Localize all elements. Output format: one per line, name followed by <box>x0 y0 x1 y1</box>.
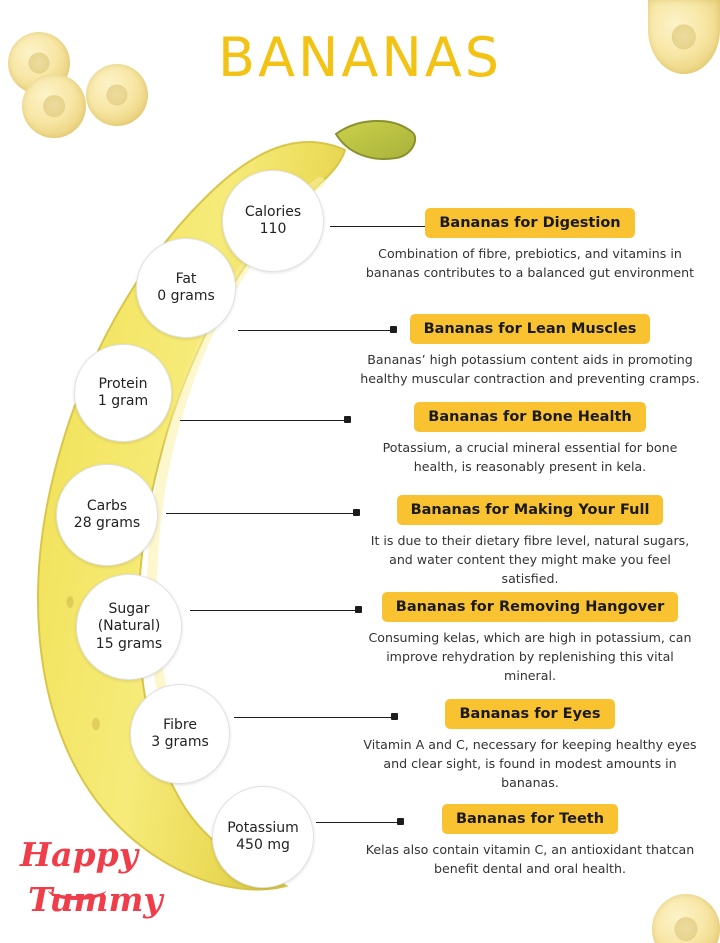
nutrient-line: 0 grams <box>157 288 215 304</box>
nutrient-bubble-carbs <box>56 464 158 566</box>
nutrient-line: Sugar <box>108 600 150 617</box>
logo-line-tummy: Tummy <box>28 880 163 919</box>
nutrient-line: Calories <box>244 203 302 220</box>
benefit-bone-health <box>360 402 700 477</box>
nutrient-line: Protein <box>98 375 148 392</box>
benefit-desc-lean-muscles: Bananas’ high potassium content aids in promoting healthy muscular contraction and preventing cramps. <box>360 352 700 386</box>
nutrient-line: (Natural) <box>97 618 161 635</box>
benefit-lean-muscles <box>360 314 700 389</box>
brand-logo <box>20 835 163 919</box>
connector-line-removing-hangover <box>190 610 358 611</box>
nutrient-line: Potassium <box>227 819 299 836</box>
benefit-label-removing-hangover[interactable]: Bananas for Removing Hangover <box>382 592 678 622</box>
connector-line-bone-health <box>180 420 347 421</box>
nutrient-line: 28 grams <box>73 515 141 531</box>
banana-slice-icon <box>652 894 720 943</box>
benefit-label-teeth[interactable]: Bananas for Teeth <box>442 804 618 834</box>
nutrient-line: 1 gram <box>97 393 149 409</box>
nutrient-line: 110 <box>259 221 287 237</box>
nutrient-bubble-potassium <box>212 786 314 888</box>
logo-line-happy: Happy <box>20 835 138 874</box>
nutrient-line: 450 mg <box>236 837 290 853</box>
benefit-removing-hangover <box>360 592 700 686</box>
connector-dot-making-your-full <box>353 509 360 516</box>
nutrient-line: 3 grams <box>151 734 209 750</box>
nutrient-bubble-calories <box>222 170 324 272</box>
benefit-label-digestion[interactable]: Bananas for Digestion <box>425 208 634 238</box>
benefit-desc-teeth: Kelas also contain vitamin C, an antioxidant thatcan benefit dental and oral health. <box>365 842 695 876</box>
nutrient-bubble-fibre <box>130 684 230 784</box>
benefit-eyes <box>360 699 700 793</box>
nutrient-line: Fibre <box>163 716 197 733</box>
nutrient-bubble-fat <box>136 238 236 338</box>
nutrient-line: 15 grams <box>95 635 163 652</box>
benefit-desc-removing-hangover: Consuming kelas, which are high in potassium, can improve rehydration by replenishing this vital mineral. <box>368 630 692 683</box>
smile-icon <box>48 880 106 900</box>
nutrient-line: Carbs <box>86 497 128 514</box>
nutrient-bubble-sugar <box>76 574 182 680</box>
benefit-desc-eyes: Vitamin A and C, necessary for keeping healthy eyes and clear sight, is found in modest amounts in bananas. <box>363 737 697 790</box>
benefit-desc-bone-health: Potassium, a crucial mineral essential for bone health, is reasonably present in kela. <box>382 440 678 474</box>
benefit-desc-digestion: Combination of fibre, prebiotics, and vitamins in bananas contributes to a balanced gut environment <box>365 246 695 280</box>
benefit-label-lean-muscles[interactable]: Bananas for Lean Muscles <box>410 314 651 344</box>
connector-line-making-your-full <box>166 513 356 514</box>
benefit-label-bone-health[interactable]: Bananas for Bone Health <box>414 402 645 432</box>
benefit-making-your-full <box>360 495 700 589</box>
connector-dot-bone-health <box>344 416 351 423</box>
nutrient-bubble-protein <box>74 344 172 442</box>
benefit-teeth <box>360 804 700 879</box>
benefit-label-making-your-full[interactable]: Bananas for Making Your Full <box>397 495 664 525</box>
benefit-label-eyes[interactable]: Bananas for Eyes <box>445 699 614 729</box>
nutrient-line: Fat <box>175 270 197 287</box>
benefit-digestion <box>360 208 700 283</box>
page-title: BANANAS <box>218 26 502 89</box>
benefit-desc-making-your-full: It is due to their dietary fibre level, natural sugars, and water content they might make you feel satisfied. <box>370 533 690 586</box>
